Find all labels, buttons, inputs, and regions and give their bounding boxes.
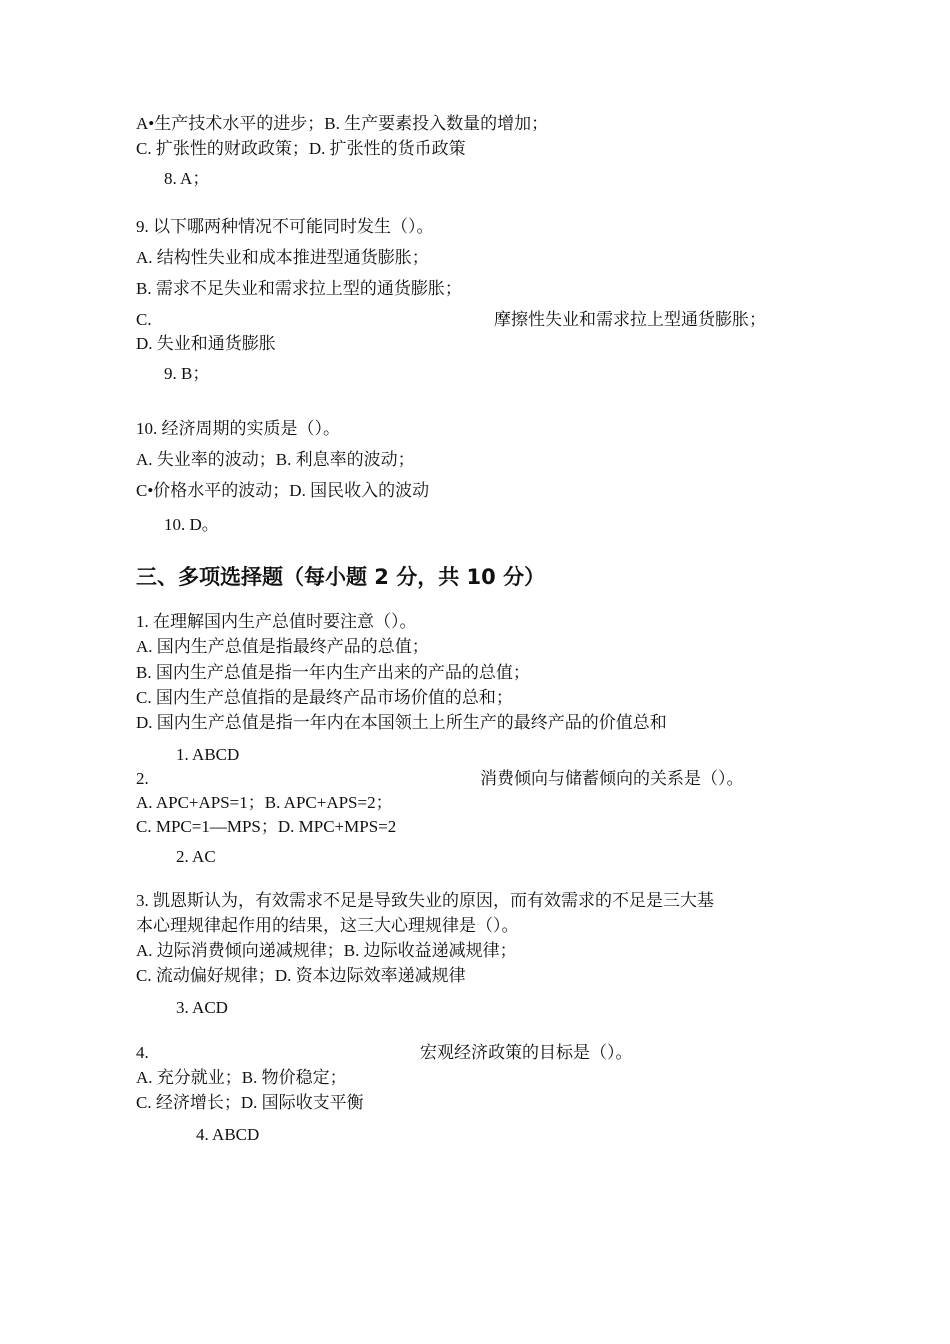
mq1-answer: 1. ABCD <box>176 745 240 764</box>
q9-option-c-label: C. <box>136 310 152 329</box>
mq3-answer: 3. ACD <box>176 998 228 1017</box>
mq2-number: 2. <box>136 769 149 788</box>
q9-option-c-text: 摩擦性失业和需求拉上型通货膨胀； <box>494 310 766 329</box>
mq2-answer: 2. AC <box>176 847 216 866</box>
q10-answer: 10. D。 <box>164 515 219 534</box>
mq1-option-a: A. 国内生产总值是指最终产品的总值； <box>136 637 429 656</box>
q9-option-b: B. 需求不足失业和需求拉上型的通货膨胀； <box>136 279 462 298</box>
mq3-stem-line2: 本心理规律起作用的结果，这三大心理规律是（）。 <box>136 916 519 935</box>
mq1-stem: 1. 在理解国内生产总值时要注意（）。 <box>136 612 417 631</box>
mq2-options-line2: C. MPC=1—MPS；D. MPC+MPS=2 <box>136 817 397 836</box>
q8-answer: 8. A； <box>164 169 210 188</box>
mq3-options-line1: A. 边际消费倾向递减规律；B. 边际收益递减规律； <box>136 941 517 960</box>
mq4-stem: 宏观经济政策的目标是（）。 <box>420 1043 633 1062</box>
mq4-options-line2: C. 经济增长；D. 国际收支平衡 <box>136 1093 364 1112</box>
q8-options-line2: C. 扩张性的财政政策；D. 扩张性的货币政策 <box>136 139 466 158</box>
mq1-option-c: C. 国内生产总值指的是最终产品市场价值的总和； <box>136 688 513 707</box>
mq3-options-line2: C. 流动偏好规律；D. 资本边际效率递减规律 <box>136 966 466 985</box>
mq1-option-d: D. 国内生产总值是指一年内在本国领土上所生产的最终产品的价值总和 <box>136 713 667 732</box>
q9-option-a: A. 结构性失业和成本推进型通货膨胀； <box>136 248 429 267</box>
q9-stem: 9. 以下哪两种情况不可能同时发生（）。 <box>136 217 434 236</box>
q10-stem: 10. 经济周期的实质是（）。 <box>136 419 340 438</box>
q9-option-d: D. 失业和通货膨胀 <box>136 334 276 353</box>
q8-options-line1: A•生产技术水平的进步；B. 生产要素投入数量的增加； <box>136 114 549 133</box>
q10-options-line1: A. 失业率的波动；B. 利息率的波动； <box>136 450 415 469</box>
q10-options-line2: C•价格水平的波动；D. 国民收入的波动 <box>136 481 430 500</box>
mq2-options-line1: A. APC+APS=1；B. APC+APS=2； <box>136 793 393 812</box>
q9-answer: 9. B； <box>164 364 210 383</box>
mq4-number: 4. <box>136 1043 149 1062</box>
mq4-answer: 4. ABCD <box>196 1125 260 1144</box>
section-heading: 三、多项选择题（每小题 2 分，共 10 分） <box>136 565 546 589</box>
mq1-option-b: B. 国内生产总值是指一年内生产出来的产品的总值； <box>136 663 530 682</box>
mq3-stem-line1: 3. 凯恩斯认为，有效需求不足是导致失业的原因，而有效需求的不足是三大基 <box>136 891 714 910</box>
mq2-stem: 消费倾向与储蓄倾向的关系是（）。 <box>480 769 744 788</box>
mq4-options-line1: A. 充分就业；B. 物价稳定； <box>136 1068 347 1087</box>
